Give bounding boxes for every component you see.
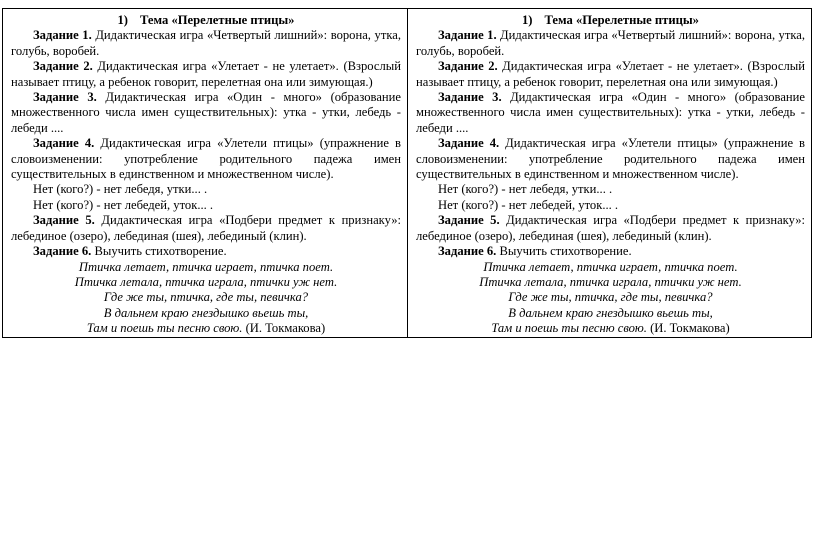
task-6 bbox=[11, 244, 401, 259]
task-4 bbox=[416, 136, 805, 182]
example-line: Нет (кого?) - нет лебедей, уток... . bbox=[33, 197, 214, 212]
task-text: Дидактическая игра «Улетает - не улетает». (Взрослый называет птицу, а ребенок говорит, перелетная она или зимующая.) bbox=[11, 59, 401, 89]
poem-line: Там и поешь ты песню свою. bbox=[86, 321, 243, 336]
task-label: Задание 5. bbox=[438, 213, 500, 228]
task-label: Задание 2. bbox=[438, 59, 498, 74]
task-4 bbox=[11, 136, 401, 182]
task-text: Дидактическая игра «Улетели птицы» (упражнение в словоизменении: употребление родительного падежа имен существительных в единственном и множественном числе). bbox=[11, 136, 401, 182]
task-3 bbox=[11, 90, 401, 136]
poem-line: Птичка летала, птичка играла, птички уж нет. bbox=[479, 274, 742, 289]
poem-author: (И. Токмакова) bbox=[242, 321, 326, 336]
task-2 bbox=[11, 59, 401, 90]
worksheet-column-left bbox=[3, 9, 407, 337]
task-text: Дидактическая игра «Один - много» (образование множественного числа имен существительных): утка - утки, лебедь - лебеди .... bbox=[416, 90, 805, 135]
topic-number: 1) bbox=[522, 13, 533, 27]
topic-number: 1) bbox=[117, 13, 128, 27]
poem-line: В дальнем краю гнездышко вьешь ты, bbox=[508, 305, 713, 320]
task-text: Дидактическая игра «Подбери предмет к признаку»: лебединое (озеро), лебединая (шея), лебединый (клин). bbox=[11, 213, 401, 243]
topic-heading bbox=[416, 13, 805, 28]
task-label: Задание 1. bbox=[438, 28, 497, 43]
task-2 bbox=[416, 59, 805, 90]
task-text: Выучить стихотворение. bbox=[91, 244, 227, 259]
task-label: Задание 3. bbox=[438, 90, 502, 105]
task-label: Задание 6. bbox=[33, 244, 92, 259]
task-label: Задание 5. bbox=[33, 213, 95, 228]
task-text: Дидактическая игра «Один - много» (образование множественного числа имен существительных): утка - утки, лебедь - лебеди .... bbox=[11, 90, 401, 135]
task-3 bbox=[416, 90, 805, 136]
poem-line: Птичка летала, птичка играла, птички уж нет. bbox=[74, 274, 338, 289]
task-label: Задание 4. bbox=[33, 136, 95, 151]
example-line: Нет (кого?) - нет лебедя, утки... . bbox=[33, 182, 208, 197]
example-line: Нет (кого?) - нет лебедей, уток... . bbox=[438, 197, 619, 212]
task-label: Задание 3. bbox=[33, 90, 97, 105]
poem-last-line bbox=[11, 321, 401, 336]
task-label: Задание 1. bbox=[33, 28, 92, 43]
task-1 bbox=[416, 28, 805, 59]
task-label: Задание 4. bbox=[438, 136, 500, 151]
task-text: Дидактическая игра «Четвертый лишний»: ворона, утка, голубь, воробей. bbox=[11, 28, 401, 58]
poem-line: Там и поешь ты песню свою. bbox=[491, 321, 647, 336]
task-1 bbox=[11, 28, 401, 59]
task-5 bbox=[11, 213, 401, 244]
task-text: Выучить стихотворение. bbox=[496, 244, 632, 259]
poem-last-line bbox=[416, 321, 805, 336]
task-text: Дидактическая игра «Четвертый лишний»: ворона, утка, голубь, воробей. bbox=[416, 28, 805, 58]
worksheet-table bbox=[2, 8, 812, 338]
topic-heading bbox=[11, 13, 401, 28]
task-text: Дидактическая игра «Улетели птицы» (упражнение в словоизменении: употребление родительного падежа имен существительных в единственном и множественном числе). bbox=[416, 136, 805, 182]
topic-title: Тема «Перелетные птицы» bbox=[140, 13, 295, 27]
task-5 bbox=[416, 213, 805, 244]
task-text: Дидактическая игра «Подбери предмет к признаку»: лебединое (озеро), лебединая (шея), лебединый (клин). bbox=[416, 213, 806, 243]
poem-line: В дальнем краю гнездышко вьешь ты, bbox=[103, 305, 309, 320]
task-label: Задание 6. bbox=[438, 244, 497, 259]
task-label: Задание 2. bbox=[33, 59, 93, 74]
poem-line: Птичка летает, птичка играет, птичка поет. bbox=[78, 259, 334, 274]
task-text: Дидактическая игра «Улетает - не улетает». (Взрослый называет птицу, а ребенок говорит, перелетная она или зимующая.) bbox=[416, 59, 805, 89]
topic-title: Тема «Перелетные птицы» bbox=[544, 13, 699, 27]
poem-author: (И. Токмакова) bbox=[646, 321, 730, 336]
poem-line: Где же ты, птичка, где ты, певичка? bbox=[508, 290, 713, 305]
worksheet-column-right bbox=[407, 9, 811, 337]
example-line: Нет (кого?) - нет лебедя, утки... . bbox=[438, 182, 613, 197]
task-6 bbox=[416, 244, 805, 259]
poem-line: Птичка летает, птичка играет, птичка поет. bbox=[483, 259, 738, 274]
poem-line: Где же ты, птичка, где ты, певичка? bbox=[103, 290, 309, 305]
